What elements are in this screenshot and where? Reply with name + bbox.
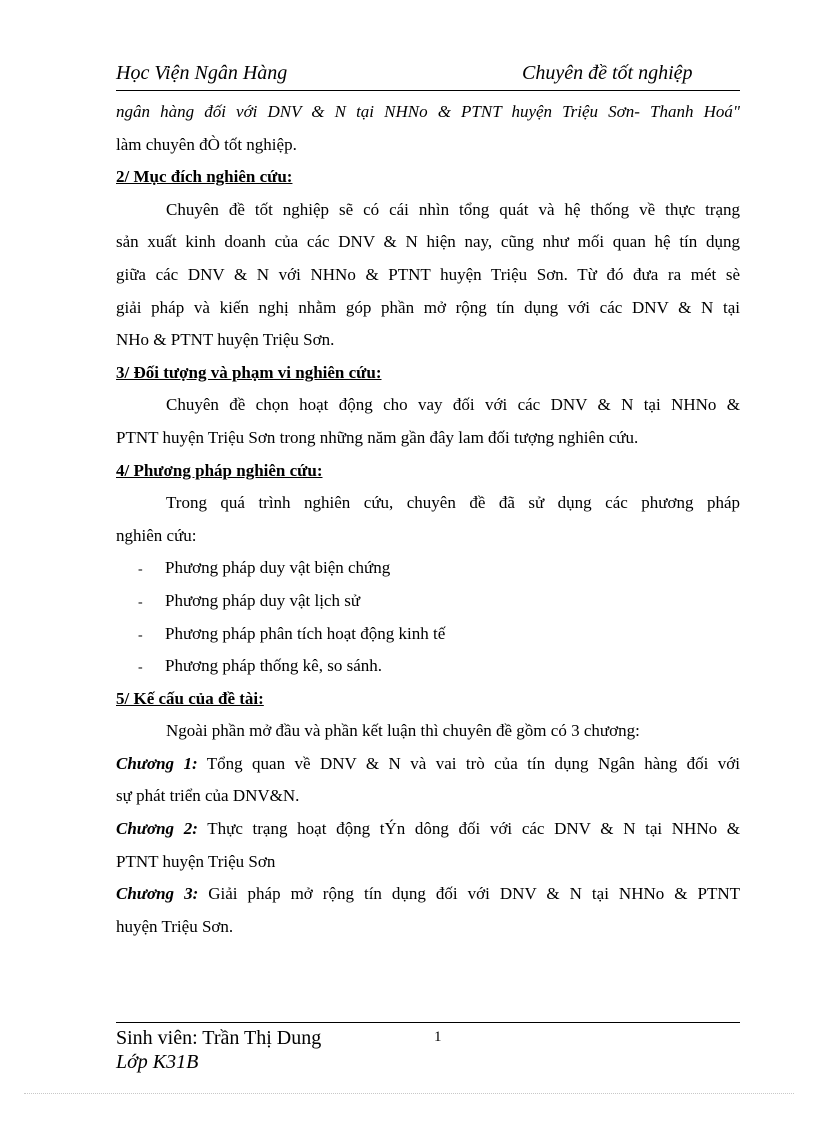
chapter-label: Chương 1: [116, 753, 198, 773]
paragraph-line: PTNT huyện Triệu Sơn [116, 851, 276, 871]
page-header [116, 60, 740, 91]
body-line: ngân hàng đối với DNV & N tại NHNo & PTNT huyện Triệu Sơn- Thanh Hoá" [116, 102, 740, 121]
chapter-label: Chương 3: [116, 884, 199, 904]
paragraph-line: sản xuất kinh doanh của các DNV & N hiện nay, cũng như mối quan hệ tín dụng [116, 232, 740, 252]
chapter-label: Chương 2: [116, 819, 198, 839]
dash-bullet: - [138, 660, 143, 676]
header-institution: Học Viện Ngân Hàng [116, 62, 288, 84]
list-item [116, 618, 740, 651]
header-document-type: Chuyên đề tốt nghiệp [522, 62, 693, 84]
page-number: 1 [434, 1029, 442, 1045]
dash-bullet: - [138, 594, 143, 610]
section-heading-method: 4/ Phương pháp nghiên cứu: [116, 460, 323, 480]
class-name: Lớp K31B [116, 1051, 199, 1073]
list-item-text: Phương pháp thống kê, so sánh. [165, 656, 382, 676]
chapter-text: Giải pháp mở rộng tín dụng đối với DNV & N tại NHNo & PTNT [198, 884, 740, 904]
chapter-line [116, 748, 740, 781]
paragraph-line: Ngoài phần mở đầu và phần kết luận thì chuyên đề gồm có 3 chương: [166, 721, 640, 741]
list-item [116, 650, 740, 683]
paragraph-line: sự phát triển của DNV&N. [116, 786, 300, 806]
body-line: làm chuyên đÒ tốt nghiệp. [116, 134, 297, 154]
list-item-text: Phương pháp duy vật biện chứng [165, 558, 391, 578]
section-heading-structure: 5/ Kế cấu của đề tài: [116, 688, 264, 708]
dash-bullet: - [138, 562, 143, 578]
paragraph-line: Chuyên đề chọn hoạt động cho vay đối với các DNV & N tại NHNo & [166, 395, 740, 415]
document-body [116, 96, 740, 943]
paragraph-line: giữa các DNV & N với NHNo & PTNT huyện Triệu Sơn. Từ đó đưa ra mét sè [116, 264, 740, 284]
chapter-line [116, 813, 740, 846]
list-item-text: Phương pháp duy vật lịch sử [165, 590, 361, 610]
chapter-text: Tổng quan về DNV & N và vai trò của tín dụng Ngân hàng đối với [197, 753, 740, 773]
paragraph-line: huyện Triệu Sơn. [116, 916, 234, 936]
paragraph-line: giải pháp và kiến nghị nhằm góp phần mở rộng tín dụng với các DNV & N tại [116, 297, 740, 317]
page-break-divider [24, 1093, 794, 1094]
list-item [116, 585, 740, 618]
paragraph-line: NHo & PTNT huyện Triệu Sơn. [116, 330, 335, 350]
paragraph-line: Chuyên đề tốt nghiệp sẽ có cái nhìn tổng quát và hệ thống về thực trạng [166, 199, 740, 219]
list-item-text: Phương pháp phân tích hoạt động kinh tế [165, 623, 446, 643]
section-heading-purpose: 2/ Mục đích nghiên cứu: [116, 167, 293, 187]
list-item [116, 552, 740, 585]
chapter-text: Thực trạng hoạt động tÝn dông đối với các DNV & N tại NHNo & [197, 819, 740, 839]
paragraph-line: PTNT huyện Triệu Sơn trong những năm gần đây lam đối tượng nghiên cứu. [116, 427, 639, 447]
paragraph-line: Trong quá trình nghiên cứu, chuyên đề đã sử dụng các phương pháp [166, 493, 740, 513]
section-heading-scope: 3/ Đối tượng và phạm vi nghiên cứu: [116, 362, 382, 382]
chapter-line [116, 878, 740, 911]
dash-bullet: - [138, 627, 143, 643]
paragraph-line: nghiên cứu: [116, 525, 197, 545]
student-name: Sinh viên: Trần Thị Dung [116, 1027, 322, 1049]
page-footer [116, 1022, 740, 1073]
